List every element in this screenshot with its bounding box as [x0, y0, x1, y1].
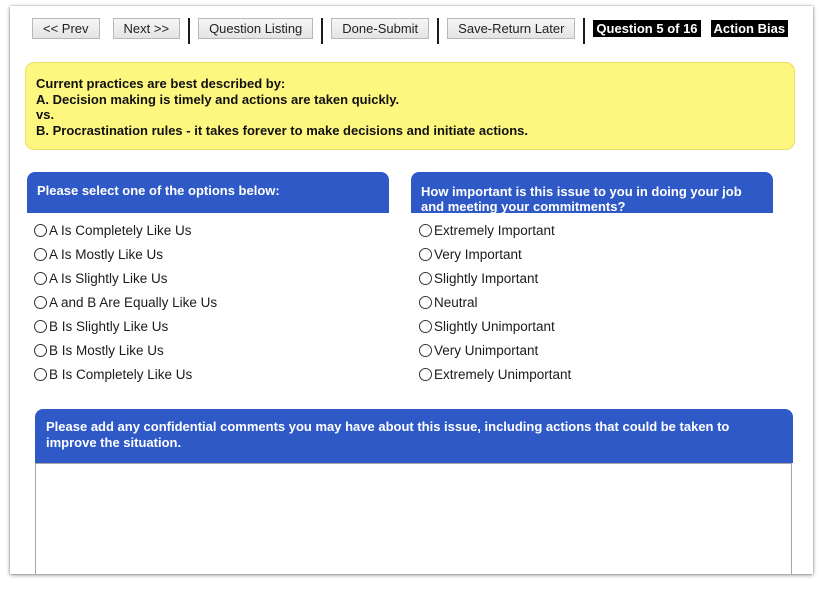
importance-option[interactable]: [419, 242, 571, 266]
radio-button[interactable]: [34, 224, 47, 237]
radio-button[interactable]: [419, 224, 432, 237]
importance-option-label: Slightly Important: [434, 270, 539, 286]
importance-option-label: Slightly Unimportant: [434, 318, 555, 334]
radio-button[interactable]: [34, 368, 47, 381]
rating-option-label: B Is Slightly Like Us: [49, 318, 169, 334]
radio-button[interactable]: [419, 272, 432, 285]
radio-button[interactable]: [34, 272, 47, 285]
rating-option[interactable]: [34, 242, 217, 266]
question-box: [25, 62, 795, 150]
next-button[interactable]: Next >>: [113, 18, 181, 39]
rating-option-label: A Is Completely Like Us: [49, 222, 192, 238]
survey-page: [10, 6, 813, 574]
radio-button[interactable]: [419, 320, 432, 333]
radio-button[interactable]: [34, 320, 47, 333]
radio-button[interactable]: [419, 344, 432, 357]
rating-option[interactable]: [34, 290, 217, 314]
toolbar-divider: [583, 18, 585, 44]
importance-option-label: Extremely Unimportant: [434, 366, 572, 382]
rating-option-label: B Is Mostly Like Us: [49, 342, 164, 358]
importance-option-label: Extremely Important: [434, 222, 555, 238]
importance-option[interactable]: [419, 314, 571, 338]
toolbar-divider: [437, 18, 439, 44]
importance-option[interactable]: [419, 338, 571, 362]
rating-option[interactable]: [34, 338, 217, 362]
rating-header: Please select one of the options below:: [27, 172, 389, 213]
comments-textarea[interactable]: [35, 463, 792, 574]
category-label: Action Bias: [711, 20, 789, 37]
importance-option[interactable]: [419, 290, 571, 314]
radio-button[interactable]: [419, 368, 432, 381]
radio-button[interactable]: [34, 296, 47, 309]
importance-options: [419, 218, 571, 386]
comments-header: Please add any confidential comments you may have about this issue, including actions that could be taken to improve the situation.: [35, 409, 793, 463]
radio-button[interactable]: [419, 248, 432, 261]
save-return-later-button[interactable]: Save-Return Later: [447, 18, 575, 39]
importance-option-label: Neutral: [434, 294, 478, 310]
question-intro: Current practices are best described by:: [36, 76, 286, 91]
radio-button[interactable]: [34, 248, 47, 261]
done-submit-button[interactable]: Done-Submit: [331, 18, 429, 39]
importance-option-label: Very Unimportant: [434, 342, 539, 358]
rating-option[interactable]: [34, 266, 217, 290]
rating-option-label: A Is Slightly Like Us: [49, 270, 168, 286]
navigation-toolbar: [32, 18, 788, 48]
versus-label: vs.: [36, 107, 55, 122]
importance-option-label: Very Important: [434, 246, 522, 262]
rating-option[interactable]: [34, 314, 217, 338]
rating-options: [34, 218, 217, 386]
statement-a: A. Decision making is timely and actions are taken quickly.: [36, 91, 400, 107]
toolbar-divider: [321, 18, 323, 44]
prev-button[interactable]: << Prev: [32, 18, 100, 39]
radio-button[interactable]: [419, 296, 432, 309]
rating-option-label: A Is Mostly Like Us: [49, 246, 164, 262]
rating-option[interactable]: [34, 218, 217, 242]
importance-option[interactable]: [419, 266, 571, 290]
toolbar-divider: [188, 18, 190, 44]
importance-option[interactable]: [419, 362, 571, 386]
rating-option[interactable]: [34, 362, 217, 386]
radio-button[interactable]: [34, 344, 47, 357]
importance-option[interactable]: [419, 218, 571, 242]
importance-header: How important is this issue to you in doing your job and meeting your commitments?: [411, 172, 773, 213]
rating-option-label: A and B Are Equally Like Us: [49, 294, 218, 310]
question-listing-button[interactable]: Question Listing: [198, 18, 313, 39]
rating-option-label: B Is Completely Like Us: [49, 366, 193, 382]
question-counter: Question 5 of 16: [593, 20, 700, 37]
statement-b: B. Procrastination rules - it takes forever to make decisions and initiate actions.: [36, 122, 528, 138]
